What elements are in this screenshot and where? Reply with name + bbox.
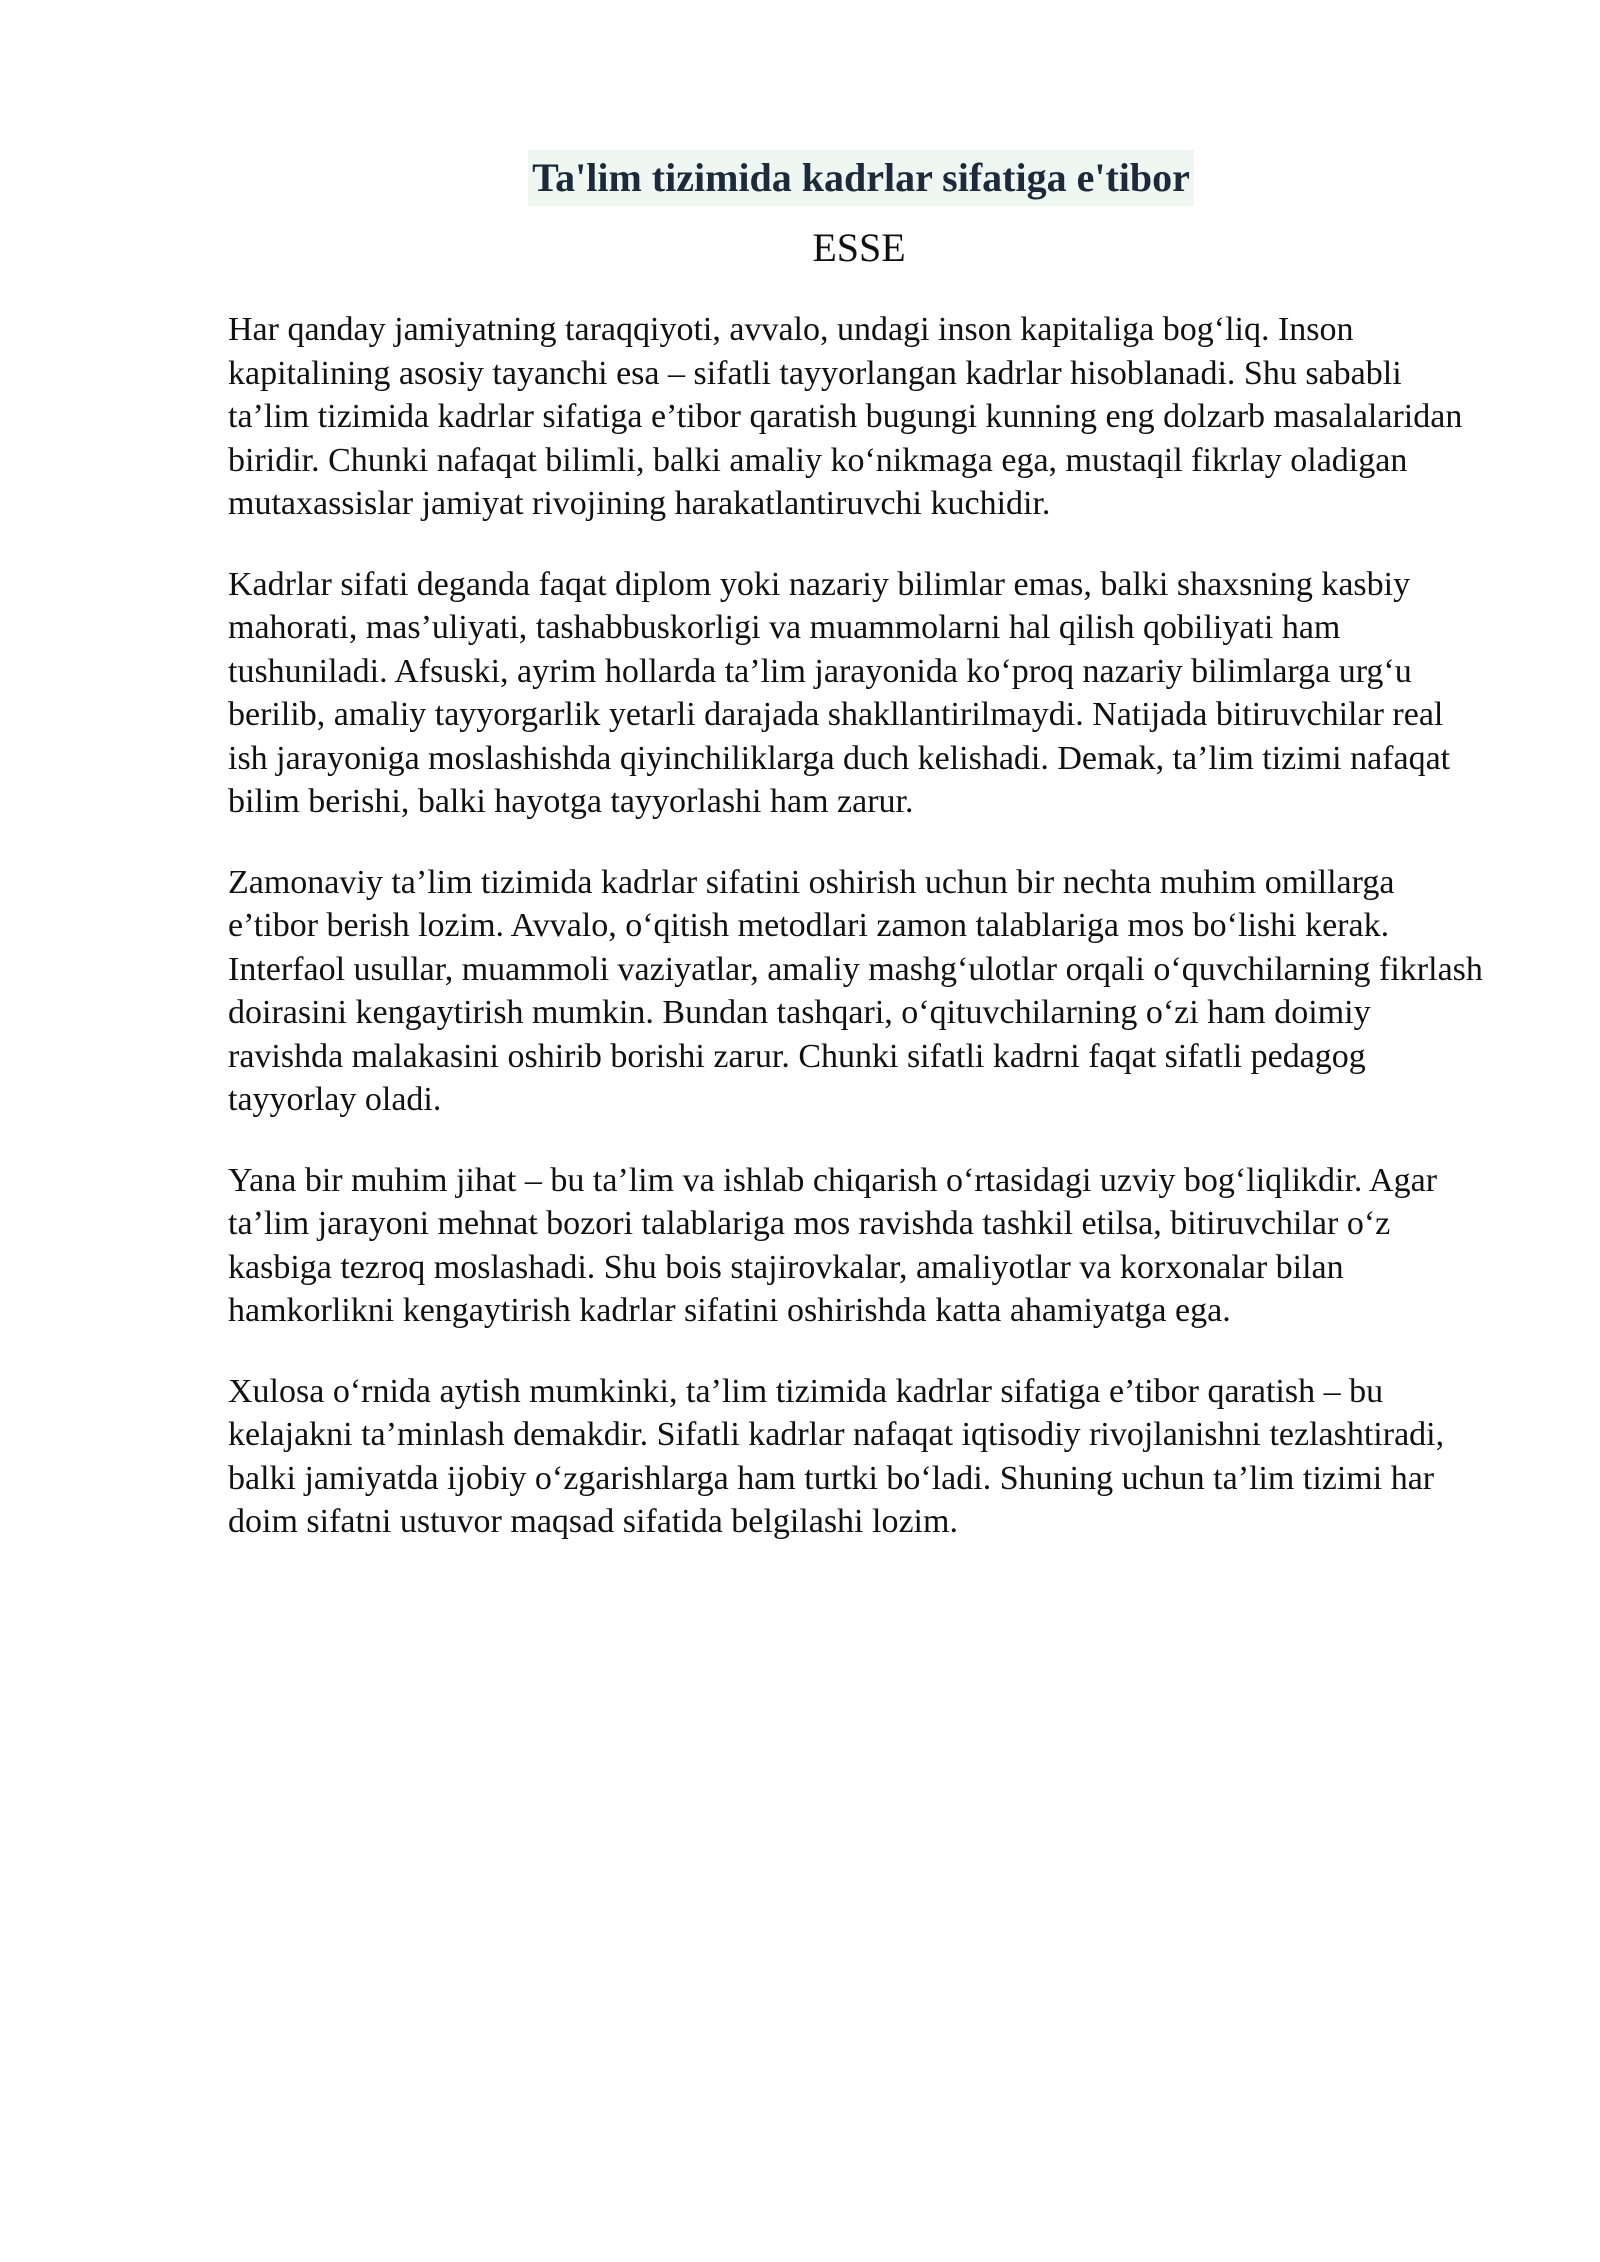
paragraph-1: Har qanday jamiyatning taraqqiyoti, avvalo, undagi inson kapitaliga bog‘liq. Inson kapitalining asosiy tayanchi esa – sifatli tayyorlangan kadrlar hisoblanadi. Shu sababli ta’lim tizimida kadrlar sifatiga e’tibor qaratish bugungi kunning eng dolzarb masalalaridan biridir. Chunki nafaqat bilimli, balki amaliy ko‘nikmaga ega, mustaqil fikrlay oladigan mutaxassislar jamiyat rivojining harakatlantiruvchi kuchidir. [228,311,1463,522]
document-page [228,150,1490,1581]
document-title: Ta'lim tizimida kadrlar sifatiga e'tibor [528,150,1194,206]
document-body [228,308,1490,1544]
title-wrapper [228,150,1490,206]
paragraph-4: Yana bir muhim jihat – bu ta’lim va ishlab chiqarish o‘rtasidagi uzviy bog‘liqlikdir. Agar ta’lim jarayoni mehnat bozori talablariga mos ravishda tashkil etilsa, bitiruvchilar o‘z kasbiga tezroq moslashadi. Shu bois stajirovkalar, amaliyotlar va korxonalar bilan hamkorlikni kengaytirish kadrlar sifatini oshirishda katta ahamiyatga ega. [228,1161,1438,1329]
paragraph-3: Zamonaviy ta’lim tizimida kadrlar sifatini oshirish uchun bir nechta muhim omillarga e’tibor berish lozim. Avvalo, o‘qitish metodlari zamon talablariga mos bo‘lishi kerak. Interfaol usullar, muammoli vaziyatlar, amaliy mashg‘ulotlar orqali o‘quvchilarning fikrlash doirasini kengaytirish mumkin. Bundan tashqari, o‘qituvchilarning o‘zi ham doimiy ravishda malakasini oshirib borishi zarur. Chunki sifatli kadrni faqat sifatli pedagog tayyorlay oladi. [228,863,1483,1118]
paragraph-2: Kadrlar sifati deganda faqat diplom yoki nazariy bilimlar emas, balki shaxsning kasbiy mahorati, mas’uliyati, tashabbuskorligi va muammolarni hal qilish qobiliyati ham tushuniladi. Afsuski, ayrim hollarda ta’lim jarayonida ko‘proq nazariy bilimlarga urg‘u berilib, amaliy tayyorgarlik yetarli darajada shakllantirilmaydi. Natijada bitiruvchilar real ish jarayoniga moslashishda qiyinchiliklarga duch kelishadi. Demak, ta’lim tizimi nafaqat bilim berishi, balki hayotga tayyorlashi ham zarur. [228,565,1451,820]
paragraph-5: Xulosa o‘rnida aytish mumkinki, ta’lim tizimida kadrlar sifatiga e’tibor qaratish – bu kelajakni ta’minlash demakdir. Sifatli kadrlar nafaqat iqtisodiy rivojlanishni tezlashtiradi, balki jamiyatda ijobiy o‘zgarishlarga ham turtki bo‘ladi. Shuning uchun ta’lim tizimi har doim sifatni ustuvor maqsad sifatida belgilashi lozim. [228,1372,1445,1540]
document-subtitle: ESSE [812,225,906,270]
